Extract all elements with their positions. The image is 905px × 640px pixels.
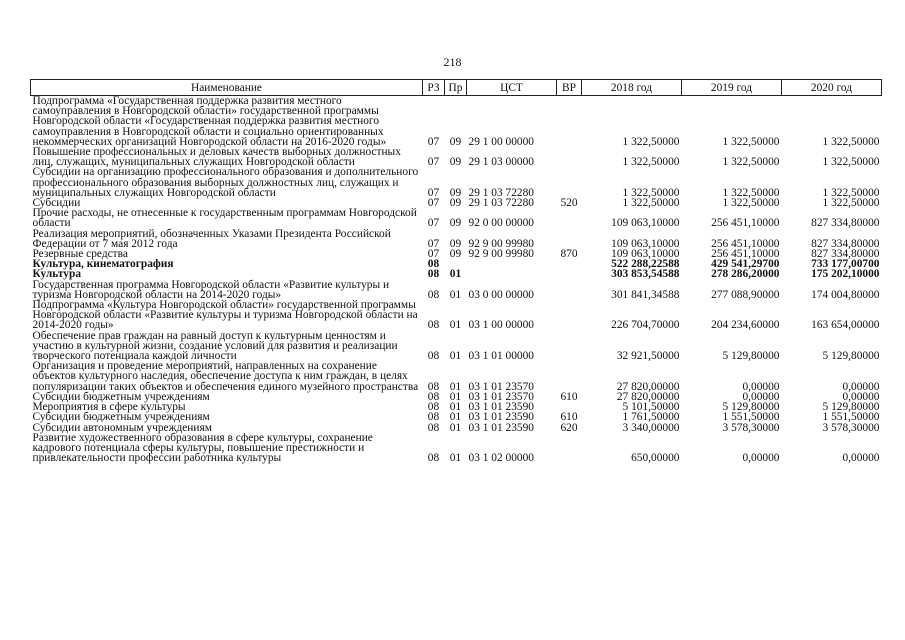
- cell-name: Государственная программа Новгородской области «Развитие культуры и туризма Новгородской области на 2014-2020 годы»: [32, 278, 390, 301]
- cell-pr: 01: [449, 421, 462, 434]
- header-rz: РЗ: [423, 80, 445, 96]
- cell-pr: 09: [449, 186, 462, 199]
- cell-name: Подпрограмма «Культура Новгородской области» государственной программы Новгородской области «Развитие культуры и туризма Новгородской области на 2014-2020 годы»: [32, 299, 418, 332]
- cell-2018: 1 322,50000: [622, 186, 680, 199]
- cell-name: Развитие художественного образования в сфере культуры, сохранение кадрового потенциала сферы культуры, повышение престижности и привлекательности профессии работника культуры: [32, 431, 373, 465]
- cell-rz: 08: [427, 380, 440, 393]
- cell-cst: 03 1 01 23590: [468, 401, 534, 414]
- cell-2018: 301 841,34588: [611, 288, 680, 301]
- cell-cst: 29 1 03 00000: [468, 156, 534, 169]
- cell-name: Организация и проведение мероприятий, направленных на сохранение объектов культурного наследия, обеспечение доступа к ним граждан, в целях популяризации таких объектов и обеспечения единого музейного пространства: [32, 360, 419, 393]
- cell-2019: 278 286,20000: [711, 268, 780, 281]
- cell-name: Субсидии бюджетным учреждениям: [32, 411, 210, 424]
- cell-cst: 29 1 00 00000: [468, 135, 534, 148]
- header-2019: 2019 год: [682, 80, 782, 96]
- cell-name: Повышение профессиональных и деловых качеств выборных должностных лиц, служащих, муниципальных служащих Новгородской области: [32, 146, 401, 169]
- cell-2020: 1 322,50000: [822, 197, 880, 210]
- header-name: Наименование: [31, 80, 423, 96]
- cell-rz: 08: [427, 390, 440, 403]
- cell-vr: [557, 331, 582, 362]
- cell-2020: 3 578,30000: [822, 421, 880, 434]
- cell-vr: [557, 167, 582, 198]
- cell-2019: 5 129,80000: [722, 401, 780, 414]
- cell-pr: 09: [449, 237, 462, 250]
- table-row: [31, 229, 882, 249]
- cell-cst: [467, 269, 557, 279]
- cell-2019: 1 322,50000: [722, 186, 780, 199]
- table-row: [31, 300, 882, 331]
- cell-name: Субсидии: [32, 197, 81, 210]
- table-row: [31, 208, 882, 228]
- cell-pr: 09: [449, 156, 462, 169]
- cell-name: Субсидии бюджетным учреждениям: [32, 390, 210, 403]
- cell-name: Резервные средства: [32, 248, 128, 261]
- table-row: [31, 147, 882, 167]
- header-vr: ВР: [557, 80, 582, 96]
- cell-2018: 650,00000: [631, 452, 680, 465]
- page-number: 218: [443, 55, 462, 69]
- cell-vr: [557, 96, 582, 148]
- cell-vr: [557, 280, 582, 300]
- cell-2019: 1 551,50000: [722, 411, 780, 424]
- cell-vr: 610: [560, 390, 578, 403]
- cell-rz: 08: [427, 452, 440, 465]
- cell-rz: 08: [427, 268, 440, 281]
- cell-name: Подпрограмма «Государственная поддержка развития местного самоуправления в Новгородской области» государственной программы Новгородской области «Государственная поддержка развития местного самоуправления в Новгородской области и социально ориентированных некоммерческих организаций Новгородской области на 2016-2020 годы»: [32, 95, 387, 148]
- cell-cst: 03 1 01 23590: [468, 411, 534, 424]
- cell-cst: 92 9 00 99980: [468, 248, 534, 261]
- cell-rz: 08: [427, 288, 440, 301]
- cell-rz: 08: [427, 421, 440, 434]
- cell-pr: 01: [449, 411, 462, 424]
- cell-2018: 5 101,50000: [622, 401, 680, 414]
- cell-vr: [557, 361, 582, 392]
- table-row: [31, 412, 882, 422]
- cell-2020: 0,00000: [842, 390, 880, 403]
- cell-2018: 1 322,50000: [622, 156, 680, 169]
- cell-name: Субсидии на организацию профессионального образования и дополнительного профессионального образования выборных должностных лиц, служащих и муниципальных служащих Новгородской области: [32, 166, 419, 199]
- cell-rz: 07: [427, 135, 440, 148]
- cell-2018: 303 853,54588: [611, 268, 680, 281]
- cell-pr: 01: [449, 288, 462, 301]
- cell-pr: 01: [449, 380, 462, 393]
- cell-2019: 0,00000: [742, 390, 780, 403]
- cell-2020: 733 177,00700: [811, 258, 880, 271]
- cell-rz: 08: [427, 258, 440, 271]
- cell-rz: 07: [427, 237, 440, 250]
- cell-vr: [557, 300, 582, 331]
- table-header-row: [31, 80, 882, 96]
- table-row: [31, 96, 882, 148]
- cell-2019: 5 129,80000: [722, 350, 780, 363]
- cell-vr: [557, 259, 582, 269]
- cell-cst: 03 1 02 00000: [468, 452, 534, 465]
- cell-2020: 174 004,80000: [811, 288, 880, 301]
- cell-pr: 01: [449, 350, 462, 363]
- cell-2020: 1 322,50000: [822, 135, 880, 148]
- cell-2020: 1 551,50000: [822, 411, 880, 424]
- cell-name: Обеспечение прав граждан на равный доступ к культурным ценностям и участию в культурной жизни, создание условий для развития и реализации творческого потенциала каждой личности: [32, 329, 398, 363]
- cell-pr: 01: [449, 319, 462, 332]
- cell-2019: 204 234,60000: [711, 319, 780, 332]
- cell-vr: 610: [560, 411, 578, 424]
- cell-vr: [557, 433, 582, 464]
- cell-cst: 03 1 01 23570: [468, 390, 534, 403]
- cell-2018: 109 063,10000: [611, 217, 680, 230]
- cell-2019: 1 322,50000: [722, 135, 780, 148]
- cell-2019: 3 578,30000: [722, 421, 780, 434]
- cell-2020: 827 334,80000: [811, 237, 880, 250]
- cell-vr: 620: [560, 421, 578, 434]
- cell-2019: 429 541,29700: [711, 258, 780, 271]
- table-row: [31, 280, 882, 300]
- cell-rz: 08: [427, 411, 440, 424]
- cell-2020: 827 334,80000: [811, 248, 880, 261]
- cell-2019: 256 451,10000: [711, 237, 780, 250]
- cell-2018: 522 288,22588: [611, 258, 680, 271]
- cell-pr: 09: [449, 248, 462, 261]
- cell-rz: 07: [427, 217, 440, 230]
- cell-pr: 01: [449, 390, 462, 403]
- cell-pr: 09: [449, 197, 462, 210]
- cell-pr: 09: [449, 217, 462, 230]
- cell-pr: 01: [449, 401, 462, 414]
- cell-cst: 03 1 00 00000: [468, 319, 534, 332]
- cell-vr: 870: [560, 248, 578, 261]
- cell-2018: 109 063,10000: [611, 237, 680, 250]
- cell-rz: 07: [427, 248, 440, 261]
- cell-pr: 09: [449, 135, 462, 148]
- cell-pr: 01: [449, 268, 462, 281]
- cell-2019: 0,00000: [742, 452, 780, 465]
- cell-cst: 03 1 01 23590: [468, 421, 534, 434]
- cell-2019: 1 322,50000: [722, 197, 780, 210]
- header-cst: ЦСТ: [467, 80, 557, 96]
- cell-vr: [557, 208, 582, 228]
- table-row: [31, 361, 882, 392]
- cell-2019: 1 322,50000: [722, 156, 780, 169]
- cell-2018: 3 340,00000: [622, 421, 680, 434]
- cell-name: Культура, кинематография: [32, 258, 174, 271]
- cell-2020: 163 654,00000: [811, 319, 880, 332]
- cell-2020: 0,00000: [842, 380, 880, 393]
- cell-2019: 256 451,10000: [711, 217, 780, 230]
- cell-vr: 520: [560, 197, 578, 210]
- cell-2018: 1 322,50000: [622, 135, 680, 148]
- cell-rz: 08: [427, 319, 440, 332]
- cell-2018: 1 322,50000: [622, 197, 680, 210]
- cell-cst: 03 1 01 23570: [468, 380, 534, 393]
- header-2020: 2020 год: [782, 80, 882, 96]
- cell-rz: 08: [427, 350, 440, 363]
- cell-2020: 0,00000: [842, 452, 880, 465]
- cell-2020: 5 129,80000: [822, 350, 880, 363]
- cell-name: Культура: [32, 268, 82, 281]
- cell-cst: 92 0 00 00000: [468, 217, 534, 230]
- cell-2018: 226 704,70000: [611, 319, 680, 332]
- cell-2019: 0,00000: [742, 380, 780, 393]
- cell-2019: 256 451,10000: [711, 248, 780, 261]
- budget-table: [30, 79, 882, 463]
- cell-2020: 1 322,50000: [822, 186, 880, 199]
- cell-name: Прочие расходы, не отнесенные к государственным программам Новгородской области: [32, 207, 417, 230]
- cell-2020: 175 202,10000: [811, 268, 880, 281]
- cell-2019: 277 088,90000: [711, 288, 780, 301]
- table-row: [31, 167, 882, 198]
- cell-2018: 109 063,10000: [611, 248, 680, 261]
- cell-2018: 27 820,00000: [616, 380, 680, 393]
- cell-2020: 827 334,80000: [811, 217, 880, 230]
- cell-2018: 1 761,50000: [622, 411, 680, 424]
- cell-2018: 27 820,00000: [616, 390, 680, 403]
- cell-cst: 03 0 00 00000: [468, 288, 534, 301]
- cell-cst: 29 1 03 72280: [468, 197, 534, 210]
- header-2018: 2018 год: [582, 80, 682, 96]
- cell-2018: 32 921,50000: [616, 350, 680, 363]
- cell-vr: [557, 229, 582, 249]
- cell-pr: 01: [449, 452, 462, 465]
- cell-vr: [557, 147, 582, 167]
- table-row: [31, 433, 882, 464]
- cell-rz: 07: [427, 156, 440, 169]
- cell-name: Реализация мероприятий, обозначенных Указами Президента Российской Федерации от 7 мая 2012 года: [32, 227, 391, 250]
- cell-cst: 03 1 01 00000: [468, 350, 534, 363]
- cell-rz: 08: [427, 401, 440, 414]
- cell-name: Субсидии автономным учреждениям: [32, 421, 212, 434]
- header-pr: Пр: [445, 80, 467, 96]
- cell-cst: [467, 259, 557, 269]
- cell-rz: 07: [427, 197, 440, 210]
- cell-vr: [557, 269, 582, 279]
- cell-cst: 29 1 03 72280: [468, 186, 534, 199]
- cell-name: Мероприятия в сфере культуры: [32, 401, 186, 414]
- table-row: [31, 331, 882, 362]
- cell-rz: 07: [427, 186, 440, 199]
- cell-cst: 92 9 00 99980: [468, 237, 534, 250]
- cell-2020: 5 129,80000: [822, 401, 880, 414]
- cell-2020: 1 322,50000: [822, 156, 880, 169]
